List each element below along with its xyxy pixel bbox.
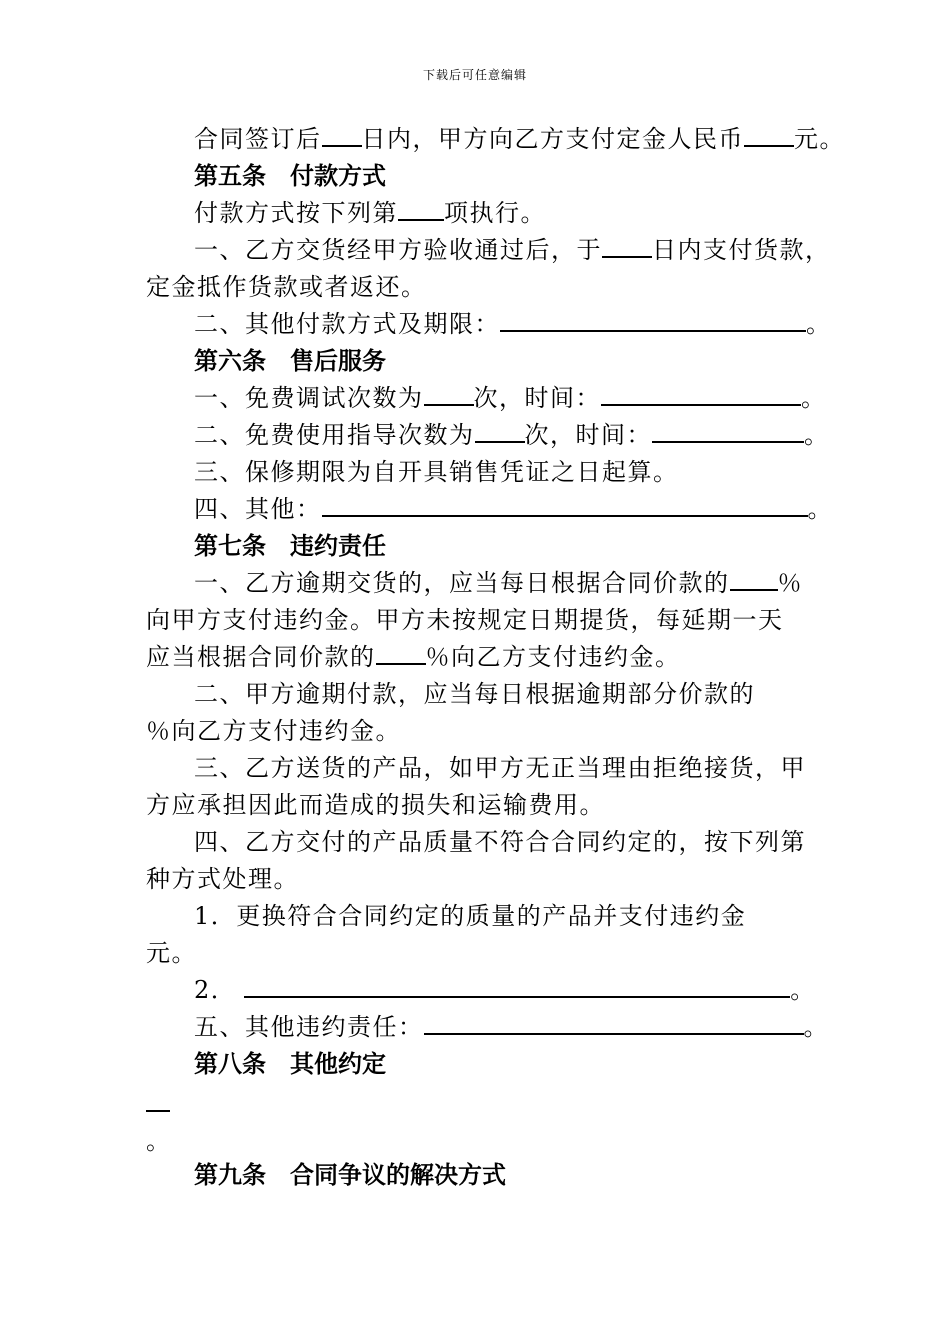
text-line: 四、乙方交付的产品质量不符合合同约定的，按下列第 [194,828,806,856]
article-heading: 第七条 违约责任 [194,531,386,560]
text-line: 四、其他： 。 [194,495,833,523]
fill-blank [652,419,804,443]
article-heading: 第五条 付款方式 [194,161,386,190]
article-heading: 第八条 其他约定 [194,1049,386,1078]
fill-blank [424,382,474,406]
text-line: 二、其他付款方式及期限： 。 [194,310,832,338]
fill-blank [475,419,525,443]
article-heading: 第六条 售后服务 [194,346,386,375]
text-line: 元。 [146,939,197,967]
fill-blank [500,308,806,332]
fill-blank [424,1011,804,1035]
fill-blank [376,641,426,665]
text-line: 五、其他违约责任： 。 [194,1013,829,1041]
text-line: 三、保修期限为自开具销售凭证之日起算。 [194,458,679,486]
text-line: 种方式处理。 [146,865,299,893]
fill-blank [730,567,778,591]
text-line: 一、乙方交货经甲方验收通过后，于 日内支付货款， [194,236,831,264]
text-line: 2． 。 [194,976,816,1004]
text-line: 合同签订后 日内，甲方向乙方支付定金人民币 元。 [194,125,845,153]
text-line: 应当根据合同价款的 ％向乙方支付违约金。 [146,643,681,671]
text-line: 一、乙方逾期交货的，应当每日根据合同价款的 ％ [194,569,803,597]
text-line: 定金抵作货款或者返还。 [146,273,427,301]
text-line: 付款方式按下列第 项执行。 [194,199,546,227]
text-line: 1．更换符合合同约定的质量的产品并支付违约金 [194,902,747,930]
fill-blank [146,1110,170,1112]
text-line: 方应承担因此而造成的损失和运输费用。 [146,791,605,819]
article-heading: 第九条 合同争议的解决方式 [194,1160,506,1189]
text-line: 。 [146,1127,172,1155]
fill-blank [322,493,808,517]
text-line: 一、免费调试次数为 次，时间： 。 [194,384,827,412]
text-line: 二、免费使用指导次数为 次，时间： 。 [194,421,830,449]
text-line: 向甲方支付违约金。甲方未按规定日期提货，每延期一天 [146,606,784,634]
fill-blank [322,123,362,147]
text-line: 二、甲方逾期付款，应当每日根据逾期部分价款的 [194,680,755,708]
text-line: 三、乙方送货的产品，如甲方无正当理由拒绝接货，甲 [194,754,806,782]
text-line: ％向乙方支付违约金。 [146,717,401,745]
fill-blank [601,382,801,406]
fill-blank [602,234,652,258]
fill-blank [744,123,794,147]
fill-blank [398,197,444,221]
page-header-note: 下载后可任意编辑 [422,68,527,82]
fill-blank [244,974,790,998]
